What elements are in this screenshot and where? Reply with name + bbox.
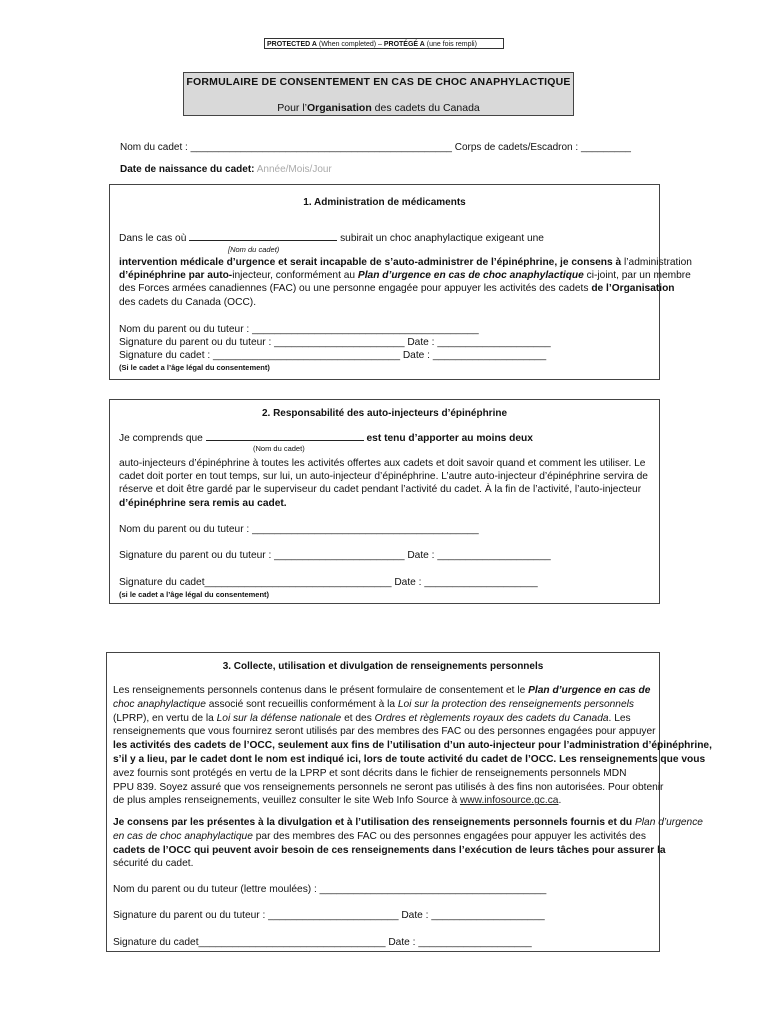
- form-title: FORMULAIRE DE CONSENTEMENT EN CAS DE CHOC ANAPHYLACTIQUE: [186, 76, 571, 88]
- section1-legal-age-note: (Si le cadet a l’âge légal du consentement): [119, 363, 270, 372]
- section-medication-admin: [109, 184, 692, 380]
- section1-intro-line: Dans le cas où subirait un choc anaphylactique exigeant une: [119, 233, 544, 244]
- section2-name-hint: (Nom du cadet): [253, 444, 305, 453]
- section2-cadet-name-blank[interactable]: [206, 431, 364, 441]
- section2-legal-age-note: (si le cadet a l’âge légal du consentement): [119, 590, 270, 599]
- section1-name-hint: [Nom du cadet): [228, 245, 280, 254]
- section3-cadet-signature-field[interactable]: Signature du cadet_________________________________ Date : ____________________: [113, 937, 532, 948]
- section2-responsibility-text: auto-injecteurs d’épinéphrine à toutes les activités offertes aux cadets et doit savoir quand et comment les utiliser. Le cadet doit porter en tout temps, sur lui, un auto-injecteur d’épinéphrine. L’autre auto-injecteur d’épinéphrine servira de réserve et doit être gardé par le superviseur du cadet pendant l’activité du cadet. À la fin de l’activité, l’auto-injecteur d’épinéphrine sera remis au cadet.: [119, 458, 648, 509]
- section1-parent-signature-field[interactable]: Signature du parent ou du tuteur : _______________________ Date : ____________________: [119, 337, 551, 348]
- section2-title: 2. Responsabilité des auto-injecteurs d’épinéphrine: [261, 408, 508, 419]
- form-title-box: [183, 72, 574, 116]
- section2-cadet-signature-field[interactable]: Signature du cadet_________________________________ Date : ____________________: [119, 577, 538, 588]
- section1-parent-name-field[interactable]: Nom du parent ou du tuteur : ________________________________________: [119, 324, 479, 335]
- section3-parent-signature-field[interactable]: Signature du parent ou du tuteur : _______________________ Date : ____________________: [113, 910, 545, 921]
- section-personal-information: [106, 652, 712, 952]
- section2-parent-name-field[interactable]: Nom du parent ou du tuteur : ________________________________________: [119, 524, 479, 535]
- cadet-name-field[interactable]: Nom du cadet : _______________________________________________ Corps de cadets/Escadron : _________: [120, 142, 631, 153]
- protected-banner: PROTECTED A (When completed) – PROTÉGÉ A (une fois rempli): [264, 38, 504, 49]
- section3-parent-name-field[interactable]: Nom du parent ou du tuteur (lettre moulées) : ________________________________________: [113, 884, 547, 895]
- form-subtitle: Pour l’Organisation des cadets du Canada: [277, 102, 480, 114]
- section1-cadet-signature-field[interactable]: Signature du cadet : _________________________________ Date : ____________________: [119, 350, 547, 361]
- section1-consent-text: intervention médicale d’urgence et serait incapable de s’auto-administrer de l’épinéphrine, je consens à l’administration d’épinéphrine par auto-injecteur, conformément au Plan d’urgence en cas de choc anaphylactique ci-joint, par un membre des Forces armées canadiennes (FAC) ou une personne engagée pour appuyer les activités des cadets de l’Organisation des cadets du Canada (OCC).: [119, 257, 692, 308]
- section1-title: 1. Administration de médicaments: [303, 197, 466, 208]
- cadet-dob-field[interactable]: Date de naissance du cadet: Année/Mois/Jour: [120, 164, 332, 175]
- section3-privacy-text: Les renseignements personnels contenus dans le présent formulaire de consentement et le Plan d’urgence en cas de choc anaphylactique associé sont recueillis conformément à la Loi sur la protection des renseignements personnels (LPRP), en vertu de la Loi sur la défense nationale et des Ordres et règlements royaux des cadets du Canada. Les renseignements que vous fournirez seront utilisés par des membres des FAC ou des personnes engagées pour appuyer les activités des cadets de l’OCC, seulement aux fins de l’utilisation d’un auto-injecteur pour l’administration d’épinéphrine, s’il y a lieu, par le cadet dont le nom est indiqué ici, lors de toute activité du cadet de l’OCC. Les renseignements que vous avez fournis sont protégés en vertu de la LPRP et sont décrits dans le fichier de renseignements personnels MDN PPU 839. Soyez assuré que vos renseignements personnels ne seront pas utilisés à des fins non autorisées. Pour obtenir de plus amples renseignements, veuillez consulter le site Web Info Source à www.infosource.gc.ca.: [113, 685, 712, 807]
- section3-consent-text: Je consens par les présentes à la divulgation et à l’utilisation des renseignements personnels fournis et du Plan d’urgence en cas de choc anaphylactique par des membres des FAC ou des personnes engagées pour appuyer les activités des cadets de l’OCC qui peuvent avoir besoin de ces renseignements dans l’exécution de leurs tâches pour assurer la sécurité du cadet.: [113, 817, 703, 870]
- section2-intro-line: Je comprends que est tenu d’apporter au moins deux: [119, 433, 533, 444]
- section-autoinjector-responsibility: [109, 399, 660, 604]
- infosource-link[interactable]: www.infosource.gc.ca: [459, 795, 559, 807]
- section3-title: 3. Collecte, utilisation et divulgation de renseignements personnels: [222, 661, 544, 672]
- section1-cadet-name-blank[interactable]: [189, 231, 337, 241]
- section2-parent-signature-field[interactable]: Signature du parent ou du tuteur : _______________________ Date : ____________________: [119, 550, 551, 561]
